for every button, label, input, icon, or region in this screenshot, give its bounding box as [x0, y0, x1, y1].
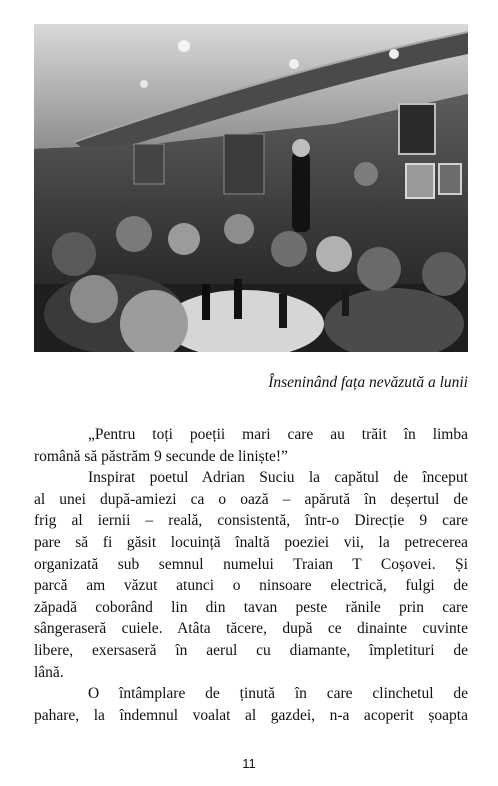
- paragraph-quote: [34, 424, 468, 467]
- text-line: sângeraseră cuiele. Atâta tăcere, după ce dinainte cuvinte: [34, 620, 468, 638]
- text-line: organizată sub semnul numelui Traian T Coșovei. Și: [34, 555, 468, 573]
- text-line: română să păstrăm 9 secunde de liniște!”: [34, 447, 288, 465]
- page-number: 11: [242, 756, 256, 771]
- text-line: libere, exersaseră în aerul cu diamante, împletituri de: [34, 641, 468, 659]
- text-line: lână.: [34, 663, 64, 681]
- text-line: O întâmplare de ținută în care clinchetul de: [88, 685, 468, 703]
- text-line: al unei după-amiezi ca o oază – apărută în deșertul de: [34, 490, 468, 508]
- text-line: „Pentru toți poeții mari care au trăit în limba: [88, 426, 468, 443]
- photo-caption: Înseninând fața nevăzută a lunii: [268, 374, 468, 391]
- text-line: frig al iernii – reală, consistentă, într-o Direcție 9 care: [34, 512, 468, 530]
- text-line: parcă am văzut atunci o ninsoare electrică, fulgi de: [34, 577, 468, 595]
- paragraph-intamplare: [34, 683, 468, 726]
- text-line: zăpadă coborând lin din tavan peste rănile prin care: [34, 598, 468, 616]
- text-line: Inspirat poetul Adrian Suciu la capătul de început: [88, 469, 468, 487]
- paragraph-inspirat: [34, 467, 468, 683]
- text-line: pahare, la îndemnul voalat al gazdei, n-a acoperit șoapta: [34, 706, 468, 724]
- text-line: pare să fi găsit locuință înaltă poeziei vii, la petrecerea: [34, 533, 468, 551]
- article-body: [34, 424, 468, 726]
- event-photo: [34, 24, 468, 352]
